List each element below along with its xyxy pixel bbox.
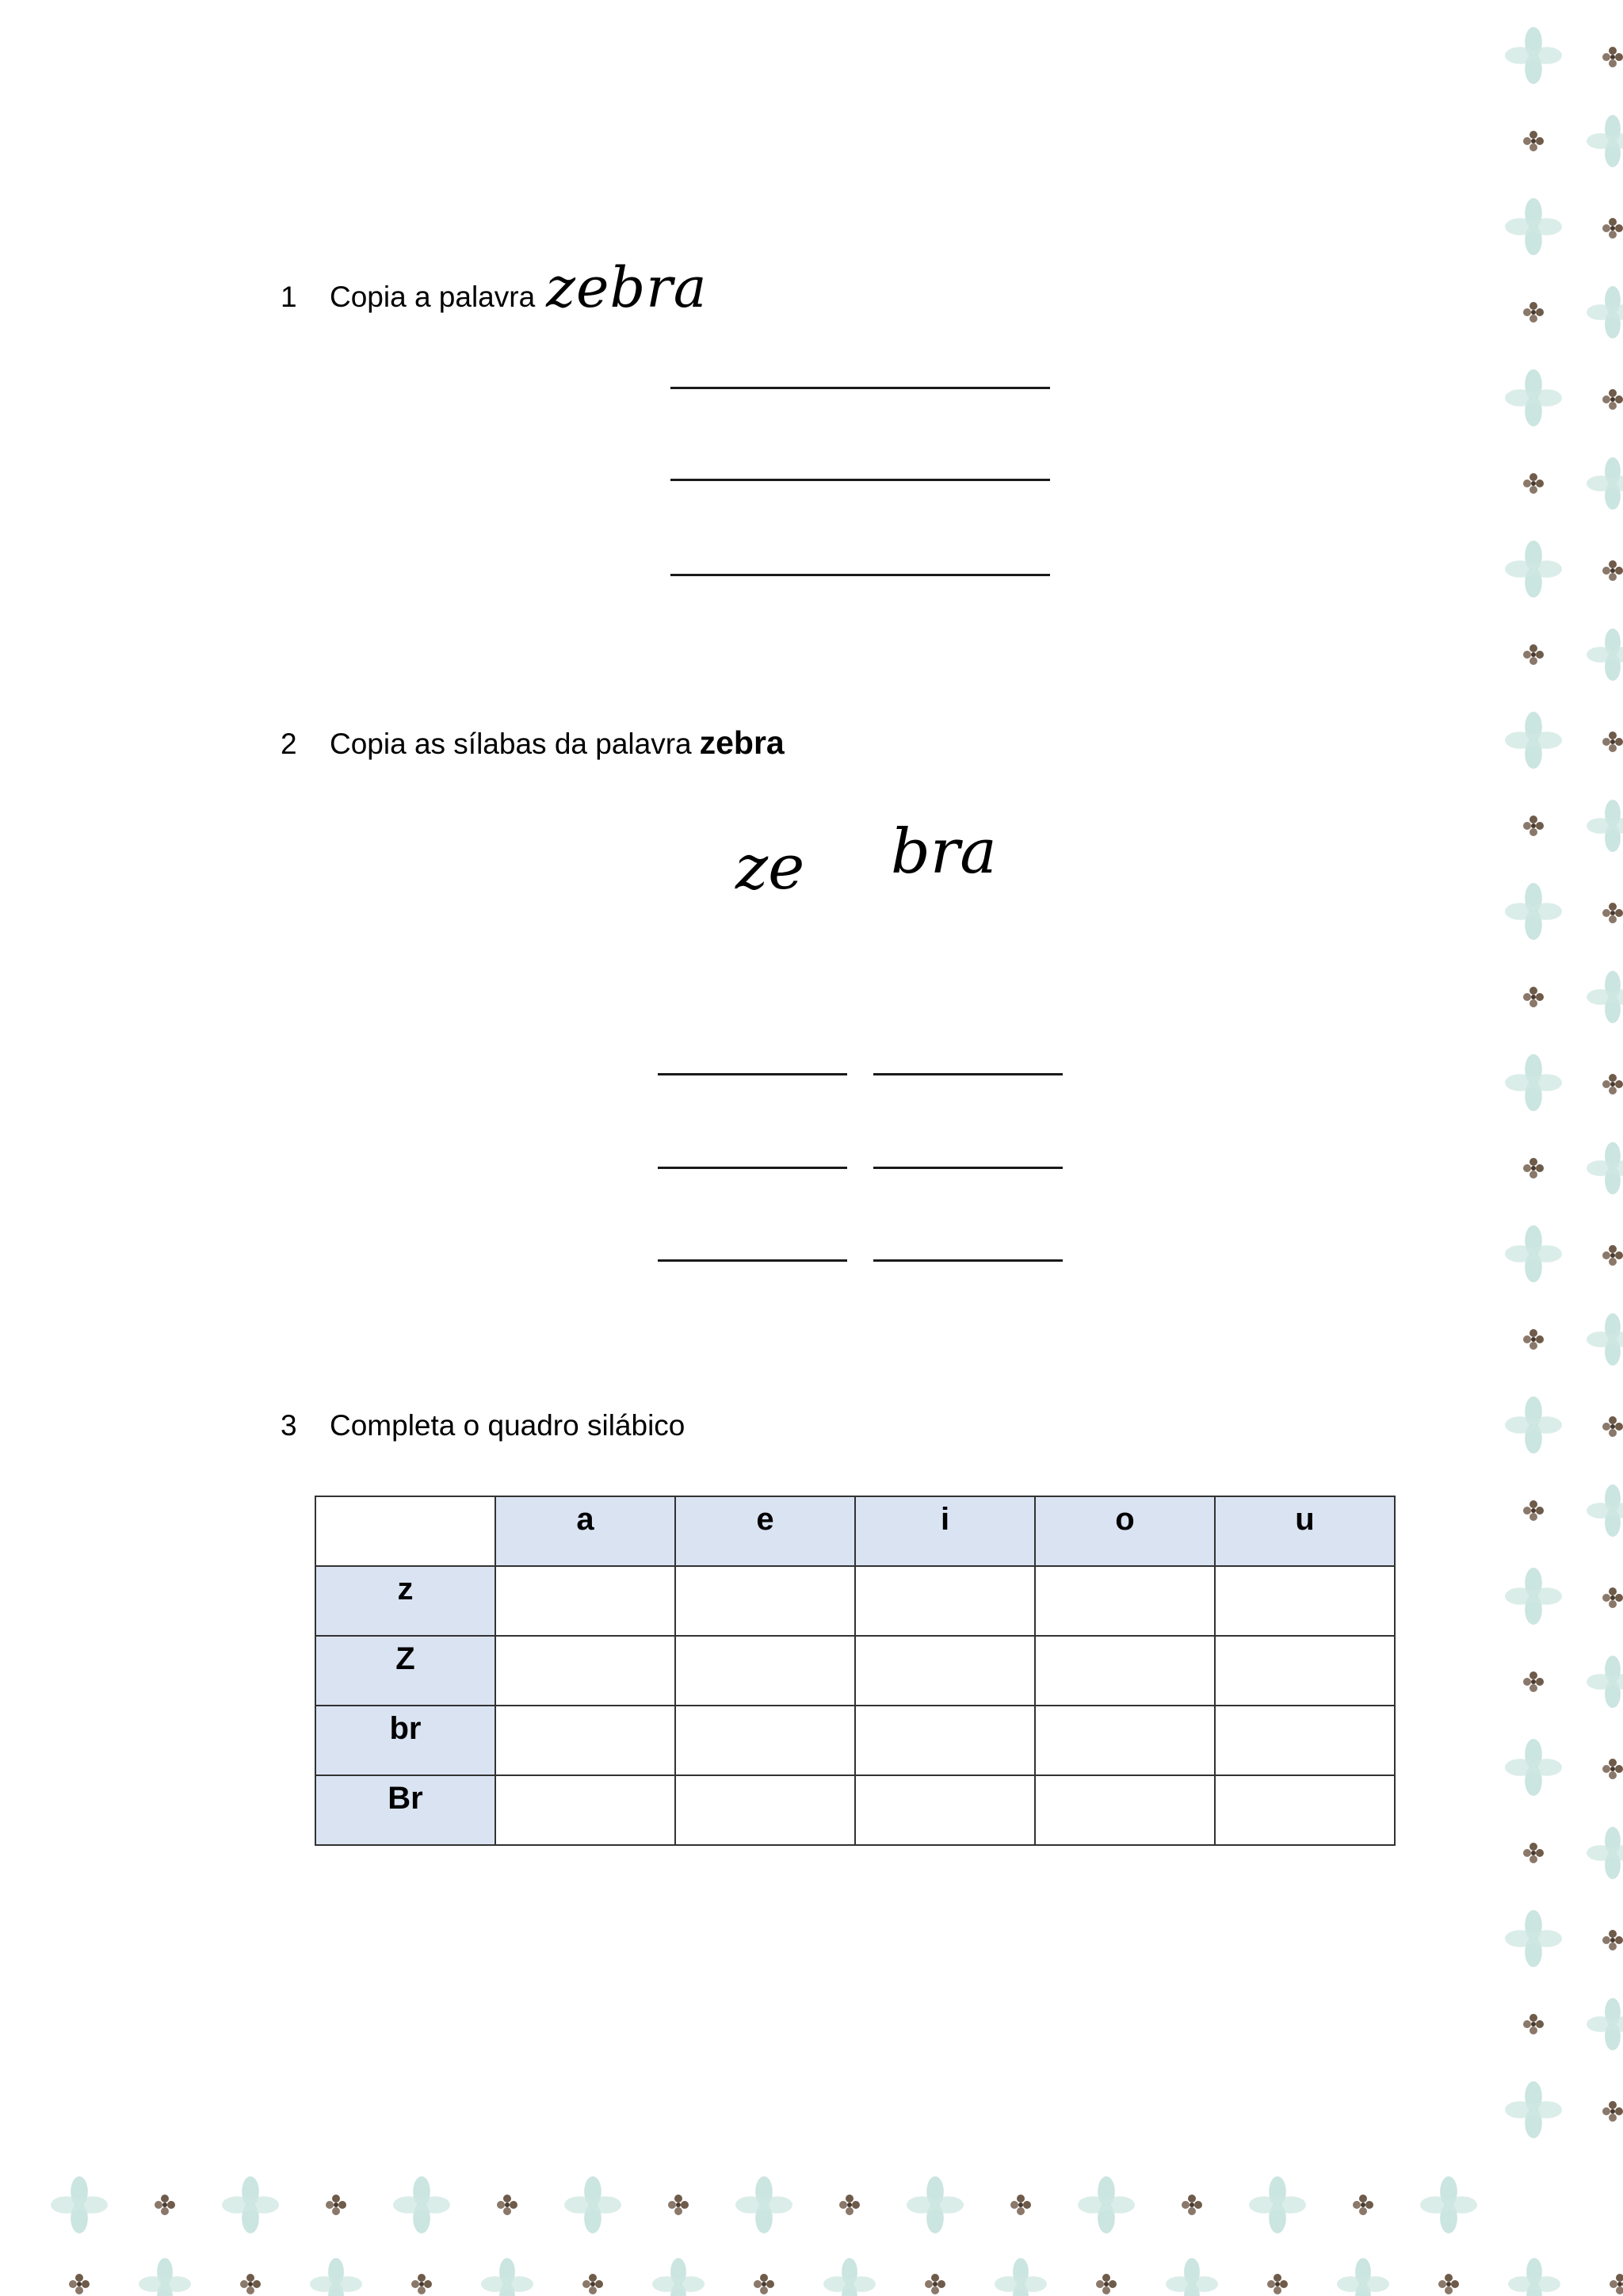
flower-ornament-icon [1602, 903, 1623, 923]
cursive-word: zebra [546, 255, 708, 320]
vowel-header: i [855, 1496, 1035, 1566]
flower-ornament-icon [240, 2274, 261, 2294]
exercise-number: 3 [281, 1409, 297, 1442]
leaf-ornament-icon [1420, 2176, 1477, 2233]
vowel-header: u [1215, 1496, 1395, 1566]
flower-ornament-icon [1353, 2195, 1373, 2215]
flower-ornament-icon [1523, 1329, 1544, 1350]
vowel-header: o [1035, 1496, 1215, 1566]
leaf-ornament-icon [1505, 2081, 1562, 2138]
leaf-ornament-icon [1505, 369, 1562, 426]
flower-ornament-icon [668, 2195, 689, 2215]
flower-ornament-icon [1602, 1930, 1623, 1950]
flower-ornament-icon [1602, 1587, 1623, 1608]
flower-ornament-icon [1602, 218, 1623, 239]
flower-ornament-icon [1602, 2101, 1623, 2122]
flower-ornament-icon [1602, 1416, 1623, 1437]
leaf-ornament-icon [1587, 1142, 1623, 1194]
leaf-ornament-icon [1505, 1910, 1562, 1967]
flower-ornament-icon [1096, 2274, 1117, 2294]
leaf-ornament-icon [1587, 1313, 1623, 1366]
leaf-ornament-icon [222, 2176, 279, 2233]
exercise-number: 1 [281, 281, 297, 313]
leaf-ornament-icon [1505, 1739, 1562, 1796]
leaf-ornament-icon [1587, 1484, 1623, 1537]
leaf-ornament-icon [1505, 1225, 1562, 1282]
flower-ornament-icon [1602, 1074, 1623, 1095]
flower-ornament-icon [155, 2195, 175, 2215]
flower-ornament-icon [411, 2274, 432, 2294]
leaf-ornament-icon [393, 2176, 450, 2233]
leaf-ornament-icon [1505, 883, 1562, 940]
exercise-instruction: Copia a palavra [330, 281, 536, 313]
flower-ornament-icon [1523, 644, 1544, 665]
leaf-ornament-icon [1587, 628, 1623, 681]
flower-ornament-icon [1602, 389, 1623, 410]
leaf-ornament-icon [310, 2258, 362, 2296]
flower-ornament-icon [1010, 2195, 1031, 2215]
flower-ornament-icon [1523, 2014, 1544, 2034]
flower-ornament-icon [1602, 560, 1623, 581]
leaf-ornament-icon [1505, 712, 1562, 769]
leaf-ornament-icon [1166, 2258, 1218, 2296]
leaf-ornament-icon [1249, 2176, 1306, 2233]
flower-ornament-icon [1182, 2195, 1202, 2215]
flower-ornament-icon [1523, 302, 1544, 323]
syllable-bra: bra [891, 816, 997, 888]
leaf-ornament-icon [1508, 2258, 1560, 2296]
leaf-ornament-icon [1587, 115, 1623, 167]
leaf-ornament-icon [1587, 457, 1623, 510]
leaf-ornament-icon [1587, 1998, 1623, 2050]
leaf-ornament-icon [1587, 1827, 1623, 1879]
leaf-ornament-icon [51, 2176, 108, 2233]
flower-ornament-icon [582, 2274, 603, 2294]
consonant-header: Z [315, 1636, 495, 1706]
flower-ornament-icon [1523, 1158, 1544, 1179]
flower-ornament-icon [1523, 1500, 1544, 1521]
flower-ornament-icon [1602, 732, 1623, 752]
flower-ornament-icon [1438, 2274, 1459, 2294]
flower-ornament-icon [1523, 1671, 1544, 1692]
flower-ornament-icon [326, 2195, 346, 2215]
leaf-ornament-icon [1505, 1396, 1562, 1454]
leaf-ornament-icon [1587, 1656, 1623, 1708]
exercise-instruction: Completa o quadro silábico [330, 1409, 685, 1442]
leaf-ornament-icon [1505, 1568, 1562, 1625]
flower-ornament-icon [1602, 1759, 1623, 1779]
leaf-ornament-icon [1505, 541, 1562, 598]
leaf-ornament-icon [823, 2258, 876, 2296]
consonant-header: z [315, 1566, 495, 1636]
flower-ornament-icon [1610, 2274, 1623, 2294]
leaf-ornament-icon [1587, 971, 1623, 1023]
leaf-ornament-icon [481, 2258, 533, 2296]
highlighted-word: zebra [699, 724, 785, 761]
vowel-header: a [495, 1496, 675, 1566]
consonant-header: Br [315, 1775, 495, 1845]
flower-ornament-icon [839, 2195, 860, 2215]
leaf-ornament-icon [1505, 27, 1562, 84]
leaf-ornament-icon [139, 2258, 191, 2296]
flower-ornament-icon [1602, 47, 1623, 67]
flower-ornament-icon [1267, 2274, 1288, 2294]
exercise-number: 2 [281, 728, 297, 760]
exercise-instruction: Copia as sílabas da palavra [330, 728, 692, 760]
flower-ornament-icon [1523, 473, 1544, 494]
leaf-ornament-icon [1078, 2176, 1135, 2233]
flower-ornament-icon [1523, 816, 1544, 836]
flower-ornament-icon [1523, 131, 1544, 151]
consonant-header: br [315, 1706, 495, 1775]
flower-ornament-icon [69, 2274, 90, 2294]
leaf-ornament-icon [1337, 2258, 1389, 2296]
leaf-ornament-icon [1505, 1054, 1562, 1111]
vowel-header: e [675, 1496, 855, 1566]
flower-ornament-icon [925, 2274, 945, 2294]
leaf-ornament-icon [652, 2258, 705, 2296]
leaf-ornament-icon [907, 2176, 964, 2233]
leaf-ornament-icon [735, 2176, 792, 2233]
leaf-ornament-icon [995, 2258, 1047, 2296]
leaf-ornament-icon [1505, 198, 1562, 255]
leaf-ornament-icon [564, 2176, 621, 2233]
syllable-ze: ze [735, 832, 805, 904]
flower-ornament-icon [497, 2195, 517, 2215]
flower-ornament-icon [1523, 1843, 1544, 1863]
flower-ornament-icon [1602, 1245, 1623, 1266]
leaf-ornament-icon [1587, 286, 1623, 338]
flower-ornament-icon [1523, 987, 1544, 1007]
leaf-ornament-icon [1587, 800, 1623, 852]
flower-ornament-icon [754, 2274, 774, 2294]
